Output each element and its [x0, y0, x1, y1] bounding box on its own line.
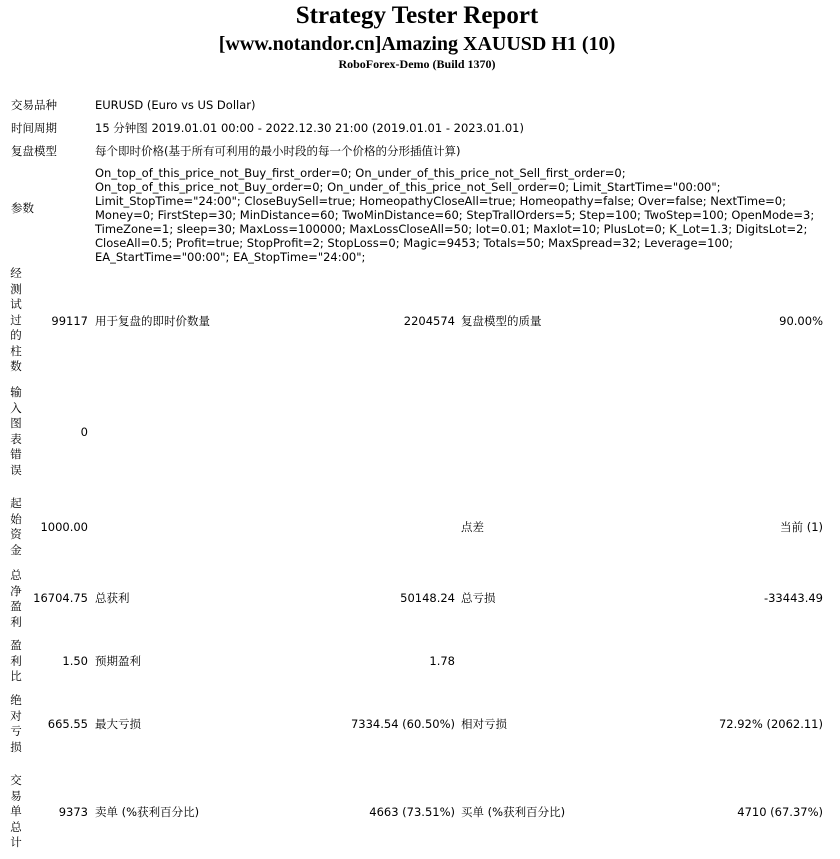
trades-value: 9373: [58, 805, 88, 819]
params-label: 参数: [11, 201, 34, 215]
max-dd-value: 7334.54 (60.50%): [350, 717, 455, 731]
report-build: RoboForex-Demo (Build 1370): [338, 57, 496, 71]
abs-dd-label: 绝 对 亏 损: [10, 693, 22, 754]
quality-label: 复盘模型的质量: [461, 314, 542, 328]
net-label: 总 净 盈 利: [10, 568, 22, 629]
expected-label: 预期盈利: [95, 654, 141, 668]
symbol-label: 交易品种: [11, 98, 57, 112]
short-value: 4663 (73.51%): [369, 805, 455, 819]
long-value: 4710 (67.37%): [737, 805, 823, 819]
errors-value: 0: [80, 425, 88, 439]
ticks-label: 用于复盘的即时价数量: [95, 314, 210, 328]
net-value: 16704.75: [33, 591, 88, 605]
trades-label: 交 易 单 总 计: [10, 773, 22, 849]
report-subtitle: [www.notandor.cn]Amazing XAUUSD H1 (10): [218, 33, 616, 55]
expected-value: 1.78: [429, 654, 455, 668]
spread-value: 当前 (1): [780, 520, 823, 534]
period-value: 15 分钟图 2019.01.01 00:00 - 2022.12.30 21:00 (2019.01.01 - 2023.01.01): [95, 121, 524, 135]
params-value: On_top_of_this_price_not_Buy_first_order=0; On_under_of_this_price_not_Sell_first_order=0; On_top_of_this_price_not_Buy_order=0; On_under_of_this_price_not_Sell_order=0; Limit_StartTime="00:00"; Limit_StopTime="24:00"; CloseBuySell=true; HomeopathyCloseAll=true; Homeopathy=false; Over=false; NextTime=0; Money=0; FirstStep=30; MinDistance=60; TwoMinDistance=60; StepTrallOrders=5; Step=100; TwoStep=100; OpenMode=3; TimeZone=1; sleep=30; MaxLoss=100000; MaxLossCloseAll=50; lot=0.01; Maxlot=10; PlusLot=0; K_Lot=1.3; DigitsLot=2; CloseAll=0.5; Profit=true; StopProfit=2; StopLoss=0; Magic=9453; Totals=50; MaxSpread=32; Leverage=100; EA_StartTime="00:00"; EA_StopTime="24:00";: [95, 166, 815, 264]
gross-loss-value: -33443.49: [763, 591, 823, 605]
gross-profit-value: 50148.24: [400, 591, 455, 605]
max-dd-label: 最大亏损: [95, 717, 141, 731]
long-label: 买单 (%获利百分比): [461, 805, 566, 819]
rel-dd-value: 72.92% (2062.11): [718, 717, 823, 731]
spread-label: 点差: [461, 520, 484, 534]
gross-loss-label: 总亏损: [461, 591, 496, 605]
report-title: Strategy Tester Report: [295, 2, 539, 29]
gross-profit-label: 总获利: [95, 591, 130, 605]
ticks-value: 2204574: [403, 314, 455, 328]
deposit-value: 1000.00: [40, 520, 88, 534]
short-label: 卖单 (%获利百分比): [95, 805, 200, 819]
bars-value: 99117: [51, 314, 88, 328]
rel-dd-label: 相对亏损: [461, 717, 507, 731]
errors-label: 输 入 图 表 错 误: [10, 385, 22, 477]
quality-value: 90.00%: [779, 314, 823, 328]
pf-value: 1.50: [62, 654, 88, 668]
deposit-label: 起 始 资 金: [10, 496, 22, 557]
model-label: 复盘模型: [11, 144, 57, 158]
symbol-value: EURUSD (Euro vs US Dollar): [95, 98, 256, 112]
period-label: 时间周期: [11, 121, 57, 135]
model-value: 每个即时价格(基于所有可利用的最小时段的每一个价格的分形插值计算): [95, 144, 461, 158]
bars-label: 经 测 试 过 的 柱 数: [10, 266, 22, 373]
abs-dd-value: 665.55: [47, 717, 88, 731]
pf-label: 盈 利 比: [10, 638, 22, 683]
